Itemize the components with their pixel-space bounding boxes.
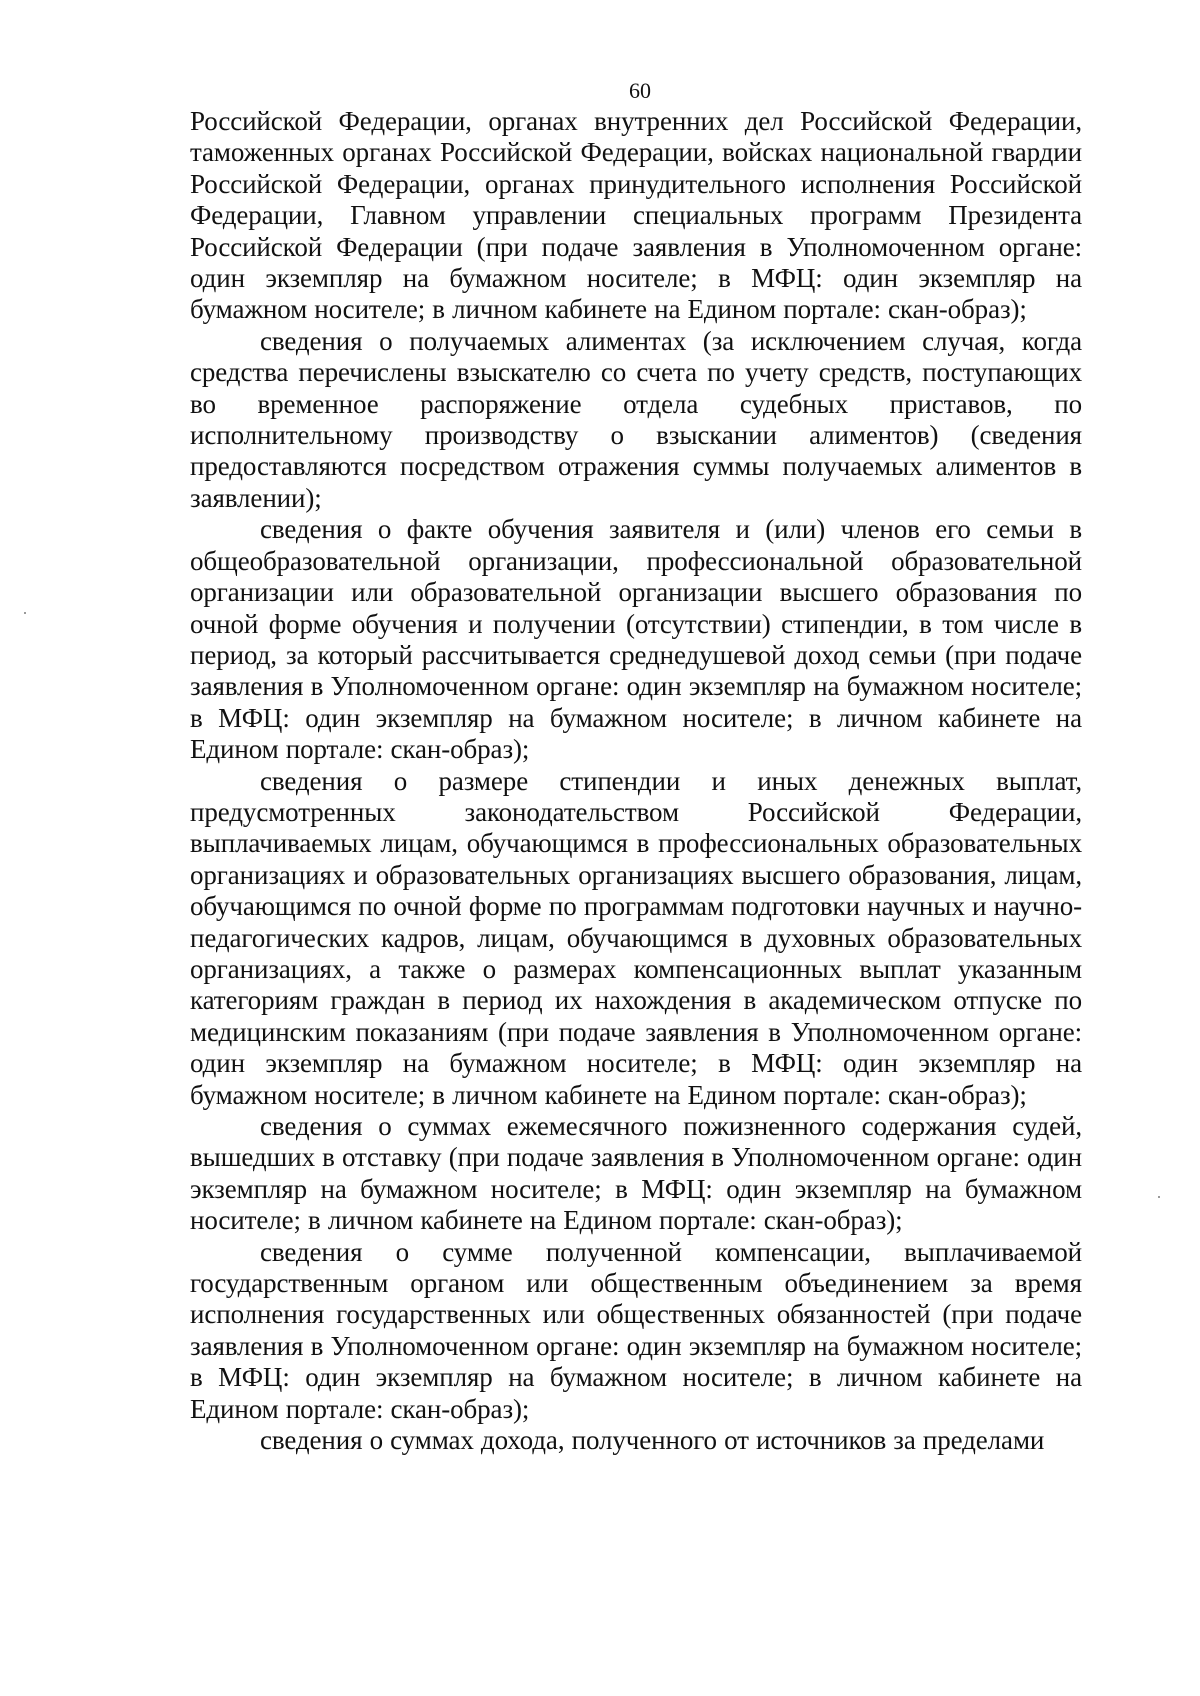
paragraph-compensation: сведения о сумме полученной компенсации, выплачиваемой государственным органом или общественным объединением за время исполнения государственных или общественных обязанностей (при подаче заявления в Уполномоченном органе: один экземпляр на бумажном носителе; в МФЦ: один экземпляр на бумажном носителе; в личном кабинете на Едином портале: скан-образ); — [190, 1236, 1082, 1424]
scan-speck — [24, 612, 26, 614]
paragraph-foreign-income: сведения о суммах дохода, полученного от источников за пределами — [260, 1425, 1045, 1456]
paragraph-alimony: сведения о получаемых алиментах (за исключением случая, когда средства перечислены взыскателю со счета по учету средств, поступающих во временное распоряжение отдела судебных приставов, по исполнительному производству о взыскании алиментов) (сведения предоставляются посредством отражения суммы получаемых алиментов в заявлении); — [190, 325, 1082, 513]
document-body — [190, 106, 1082, 1456]
paragraph-judges-allowance: сведения о суммах ежемесячного пожизненного содержания судей, вышедших в отставку (при подаче заявления в Уполномоченном органе: один экземпляр на бумажном носителе; в МФЦ: один экземпляр на бумажном носителе; в личном кабинете на Едином портале: скан-образ); — [190, 1111, 1082, 1236]
scan-speck — [1158, 1196, 1160, 1198]
paragraph-stipend: сведения о размере стипендии и иных денежных выплат, предусмотренных законодательством Российской Федерации, выплачиваемых лицам, обучающимся в профессиональных образовательных организациях и образовательных организациях высшего образования, лицам, обучающимся по очной форме по программам подготовки научных и научно-педагогических кадров, лицам, обучающимся в духовных образовательных организациях, а также о размерах компенсационных выплат указанным категориям граждан в период их нахождения в академическом отпуске по медицинским показаниям (при подаче заявления в Уполномоченном органе: один экземпляр на бумажном носителе; в МФЦ: один экземпляр на бумажном носителе; в личном кабинете на Едином портале: скан-образ); — [190, 765, 1082, 1110]
paragraph-education: сведения о факте обучения заявителя и (или) членов его семьи в общеобразовательной организации, профессиональной образовательной организации или образовательной организации высшего образования по очной форме обучения и получении (отсутствии) стипендии, в том числе в период, за который рассчитывается среднедушевой доход семьи (при подаче заявления в Уполномоченном органе: один экземпляр на бумажном носителе; в МФЦ: один экземпляр на бумажном носителе; в личном кабинете на Едином портале: скан-образ); — [190, 514, 1082, 765]
page-number: 60 — [629, 78, 651, 103]
paragraph-continued: Российской Федерации, органах внутренних дел Российской Федерации, таможенных органах Российской Федерации, войсках национальной гвардии Российской Федерации, органах принудительного исполнения Российской Федерации, Главном управлении специальных программ Президента Российской Федерации (при подаче заявления в Уполномоченном органе: один экземпляр на бумажном носителе; в МФЦ: один экземпляр на бумажном носителе; в личном кабинете на Едином портале: скан-образ); — [190, 106, 1082, 325]
